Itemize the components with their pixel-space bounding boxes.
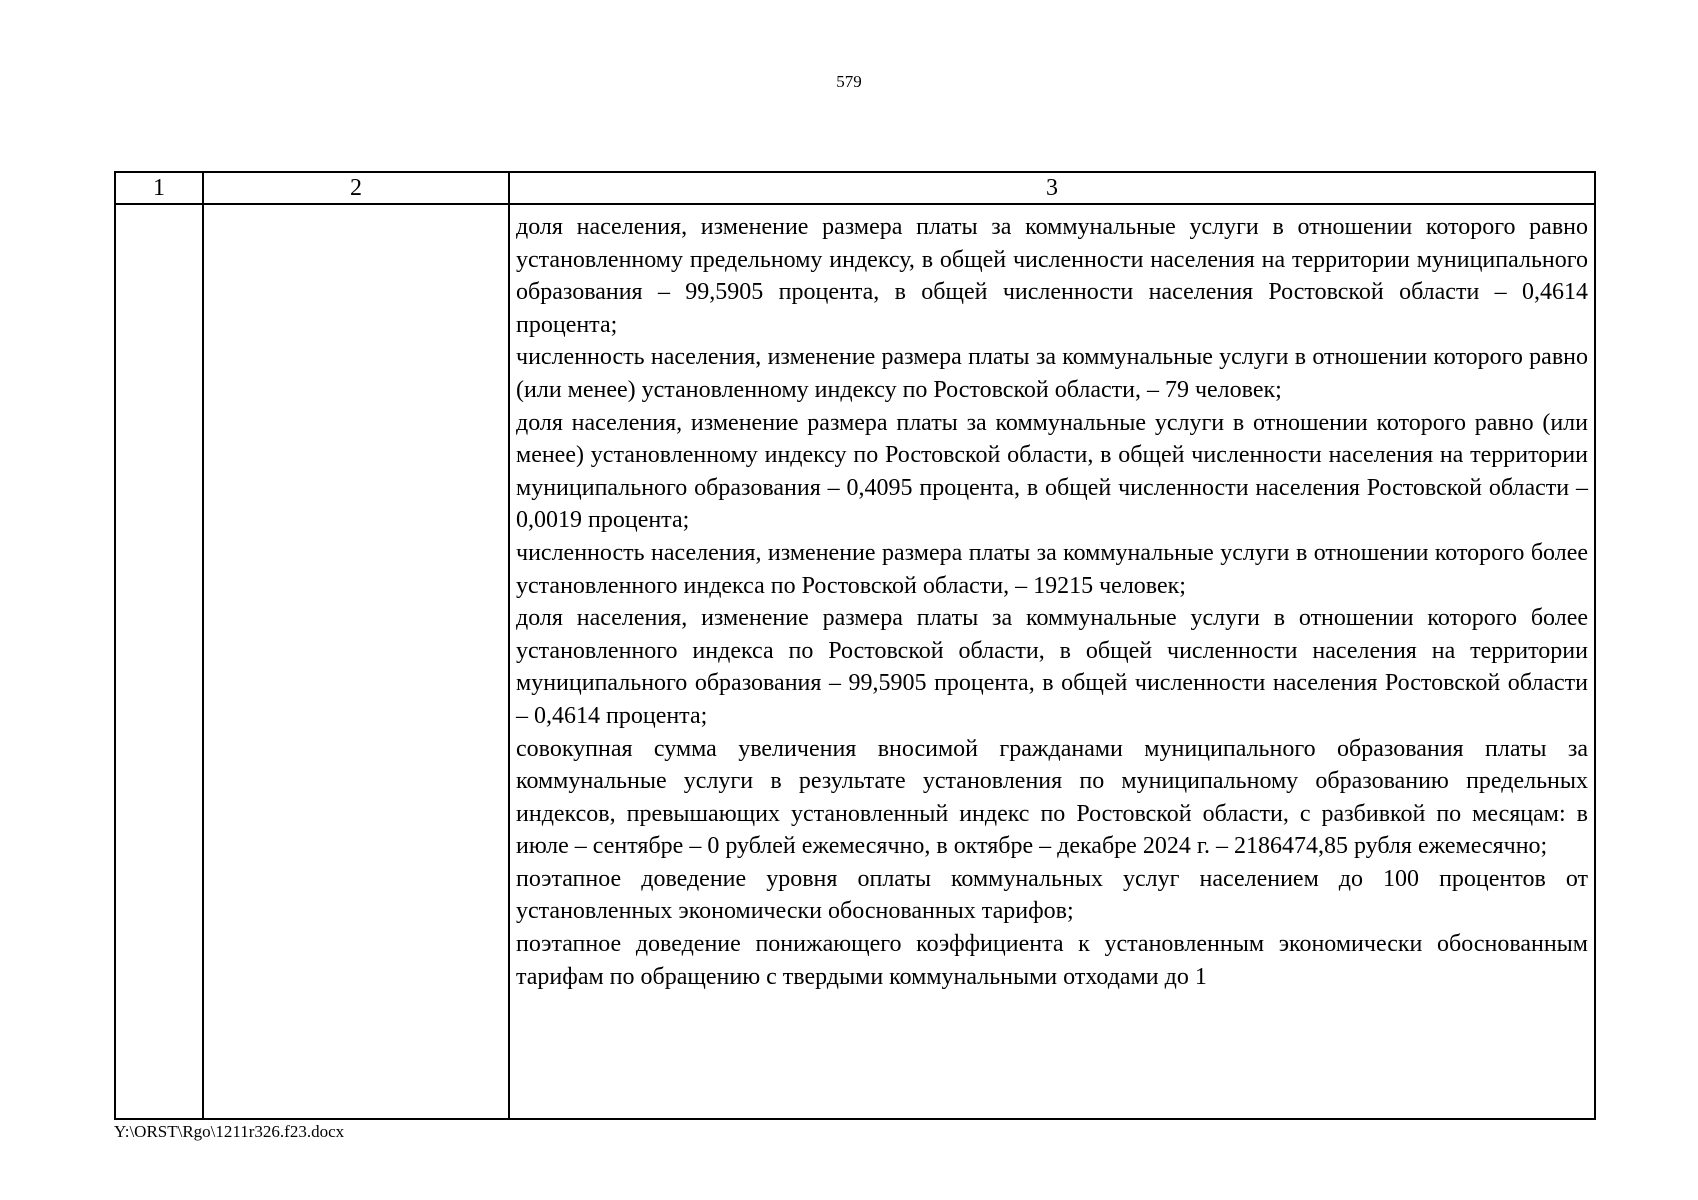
column-header-2: 2: [203, 172, 509, 204]
table-cell-col3: [509, 204, 1595, 1119]
paragraph: совокупная сумма увеличения вносимой гражданами муниципального образования платы за коммунальные услуги в результате установления по муниципальному образованию предельных индексов, превышающих установленный индекс по Ростовской области, с разбивкой по месяцам: в июле – сентябре – 0 рублей ежемесячно, в октябре – декабре 2024 г. – 2186474,85 рубля ежемесячно;: [516, 735, 1588, 860]
table-cell-col1: [115, 204, 203, 1119]
column-header-3: 3: [509, 172, 1595, 204]
table-header-row: [115, 172, 1595, 204]
document-table: [114, 171, 1596, 1120]
paragraph: доля населения, изменение размера платы за коммунальные услуги в отношении которого более установленного индекса по Ростовской области, в общей численности населения на территории муниципального образования – 99,5905 процента, в общей численности населения Ростовской области – 0,4614 процента;: [516, 605, 1588, 729]
paragraph: поэтапное доведение уровня оплаты коммунальных услуг населением до 100 процентов от установленных экономически обоснованных тарифов;: [516, 865, 1588, 925]
page-number: 579: [836, 72, 862, 91]
paragraph: поэтапное доведение понижающего коэффициента к установленным экономически обоснованным тарифам по обращению с твердыми коммунальными отходами до 1: [516, 931, 1588, 990]
paragraph: численность населения, изменение размера платы за коммунальные услуги в отношении которого равно (или менее) установленному индексу по Ростовской области, – 79 человек;: [516, 344, 1588, 403]
table-row: [115, 204, 1595, 1119]
cell-text-content: [510, 205, 1594, 993]
paragraph: численность населения, изменение размера платы за коммунальные услуги в отношении которого более установленного индекса по Ростовской области, – 19215 человек;: [516, 539, 1588, 599]
column-header-1: 1: [115, 172, 203, 204]
paragraph: доля населения, изменение размера платы за коммунальные услуги в отношении которого равно установленному предельному индексу, в общей численности населения на территории муниципального образования – 99,5905 процента, в общей численности населения Ростовской области – 0,4614 процента;: [516, 214, 1588, 338]
table-cell-col2: [203, 204, 509, 1119]
paragraph: доля населения, изменение размера платы за коммунальные услуги в отношении которого равно (или менее) установленному индексу по Ростовской области, в общей численности населения на территории муниципального образования – 0,4095 процента, в общей численности населения Ростовской области – 0,0019 процента;: [516, 409, 1588, 534]
footer-file-path: Y:\ORST\Rgo\1211r326.f23.docx: [114, 1122, 345, 1141]
